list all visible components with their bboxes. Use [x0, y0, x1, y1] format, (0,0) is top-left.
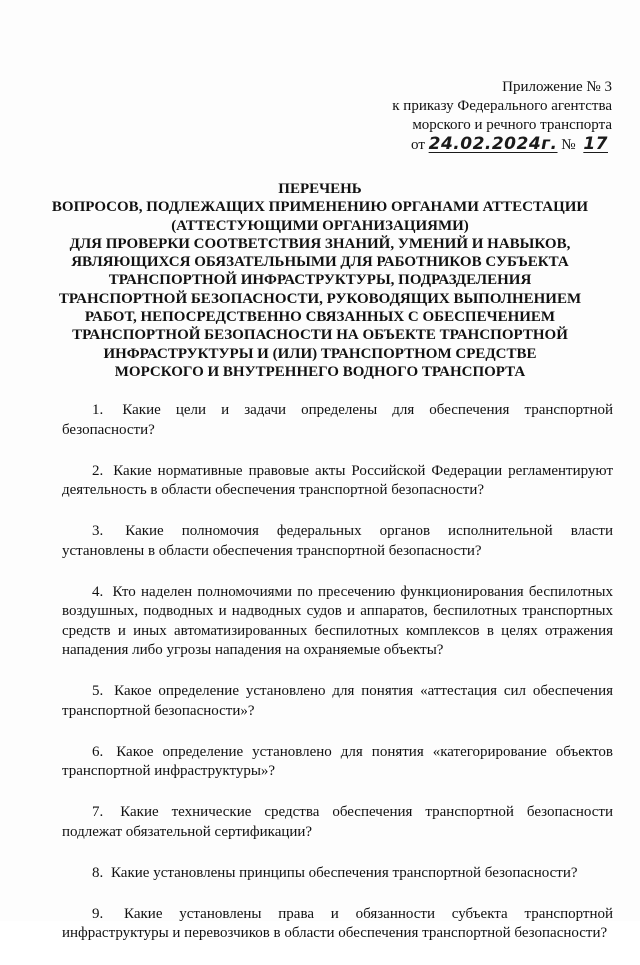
title-line: МОРСКОГО И ВНУТРЕННЕГО ВОДНОГО ТРАНСПОРТА: [114, 363, 526, 380]
title-line: ТРАНСПОРТНОЙ БЕЗОПАСНОСТИ НА ОБЪЕКТЕ ТРАНСПОРТНОЙ: [72, 327, 568, 344]
handwritten-date: 24.02.2024г.: [428, 134, 558, 154]
question-text: Какие установлены принципы обеспечения транспортной безопасности?: [111, 864, 578, 881]
question-number: 4.: [92, 583, 104, 600]
title-line: ТРАНСПОРТНОЙ ИНФРАСТРУКТУРЫ, ПОДРАЗДЕЛЕНИЯ: [108, 272, 532, 289]
question-item: [62, 803, 613, 842]
question-number: 9.: [92, 905, 104, 922]
question-number: 1.: [92, 402, 104, 418]
question-number: 5.: [92, 683, 104, 699]
question-text: Какие нормативные правовые акты Российской Федерации регламентируют деятельность в области обеспечения транспортной безопасности?: [62, 462, 613, 498]
question-number: 3.: [92, 523, 104, 539]
title-line: ПЕРЕЧЕНЬ: [278, 181, 362, 197]
question-item: [62, 905, 613, 944]
title-line: (АТТЕСТУЮЩИМИ ОРГАНИЗАЦИЯМИ): [171, 217, 469, 234]
question-text: Какое определение установлено для понятия «категорирование объектов транспортной инфраструктуры»?: [62, 743, 613, 779]
question-item: [62, 682, 613, 721]
question-item: [62, 522, 613, 561]
title-line: ЯВЛЯЮЩИХСЯ ОБЯЗАТЕЛЬНЫМИ ДЛЯ РАБОТНИКОВ СУБЪЕКТА: [71, 254, 569, 271]
order-line-2: морского и речного транспорта: [412, 117, 612, 133]
appendix-label: Приложение № 3: [502, 79, 612, 95]
question-item: [62, 864, 613, 884]
question-text: Какие установлены права и обязанности субъекта транспортной инфраструктуры и перевозчиков в области обеспечения транспортной безопасности?: [62, 905, 614, 941]
order-date-row: [380, 135, 612, 155]
handwritten-number: 17: [583, 134, 608, 154]
question-text: Какое определение установлено для понятия «аттестация сил обеспечения транспортной безопасности»?: [62, 683, 614, 719]
title-line: ИНФРАСТРУКТУРЫ И (ИЛИ) ТРАНСПОРТНОМ СРЕДСТВЕ: [103, 345, 537, 362]
question-number: 2.: [92, 462, 104, 479]
question-text: Какие цели и задачи определены для обеспечения транспортной безопасности?: [62, 402, 613, 438]
question-text: Кто наделен полномочиями по пресечению функционирования беспилотных воздушных, подводных и надводных судов и аппаратов, беспилотных транспортных средств и иных автоматизированных беспилотных комплексов в целях отражения нападения либо угрозы нападения на охраняемые объекты?: [62, 583, 614, 658]
question-item: [62, 401, 613, 440]
questions-list: [62, 401, 613, 965]
question-number: 8.: [92, 864, 104, 881]
question-item: [62, 462, 613, 501]
document-title: [40, 180, 600, 381]
title-line: ТРАНСПОРТНОЙ БЕЗОПАСНОСТИ, РУКОВОДЯЩИХ ВЫПОЛНЕНИЕМ: [58, 290, 582, 307]
question-text: Какие полномочия федеральных органов исполнительной власти установлены в области обеспечения транспортной безопасности?: [62, 523, 613, 559]
question-number: 6.: [92, 743, 104, 760]
title-line: ВОПРОСОВ, ПОДЛЕЖАЩИХ ПРИМЕНЕНИЮ ОРГАНАМИ АТТЕСТАЦИИ: [51, 199, 589, 216]
question-number: 7.: [92, 804, 104, 820]
date-prefix: от: [411, 137, 425, 153]
number-prefix: №: [561, 137, 576, 153]
title-line: ДЛЯ ПРОВЕРКИ СООТВЕТСТВИЯ ЗНАНИЙ, УМЕНИЙ И НАВЫКОВ,: [69, 235, 571, 252]
question-text: Какие технические средства обеспечения транспортной безопасности подлежат обязательной сертификации?: [62, 804, 613, 840]
order-line-1: к приказу Федерального агентства: [392, 98, 612, 114]
question-item: [62, 743, 613, 782]
title-line: РАБОТ, НЕПОСРЕДСТВЕННО СВЯЗАННЫХ С ОБЕСПЕЧЕНИЕМ: [84, 309, 556, 326]
question-item: [62, 583, 613, 661]
appendix-header: [380, 78, 612, 155]
